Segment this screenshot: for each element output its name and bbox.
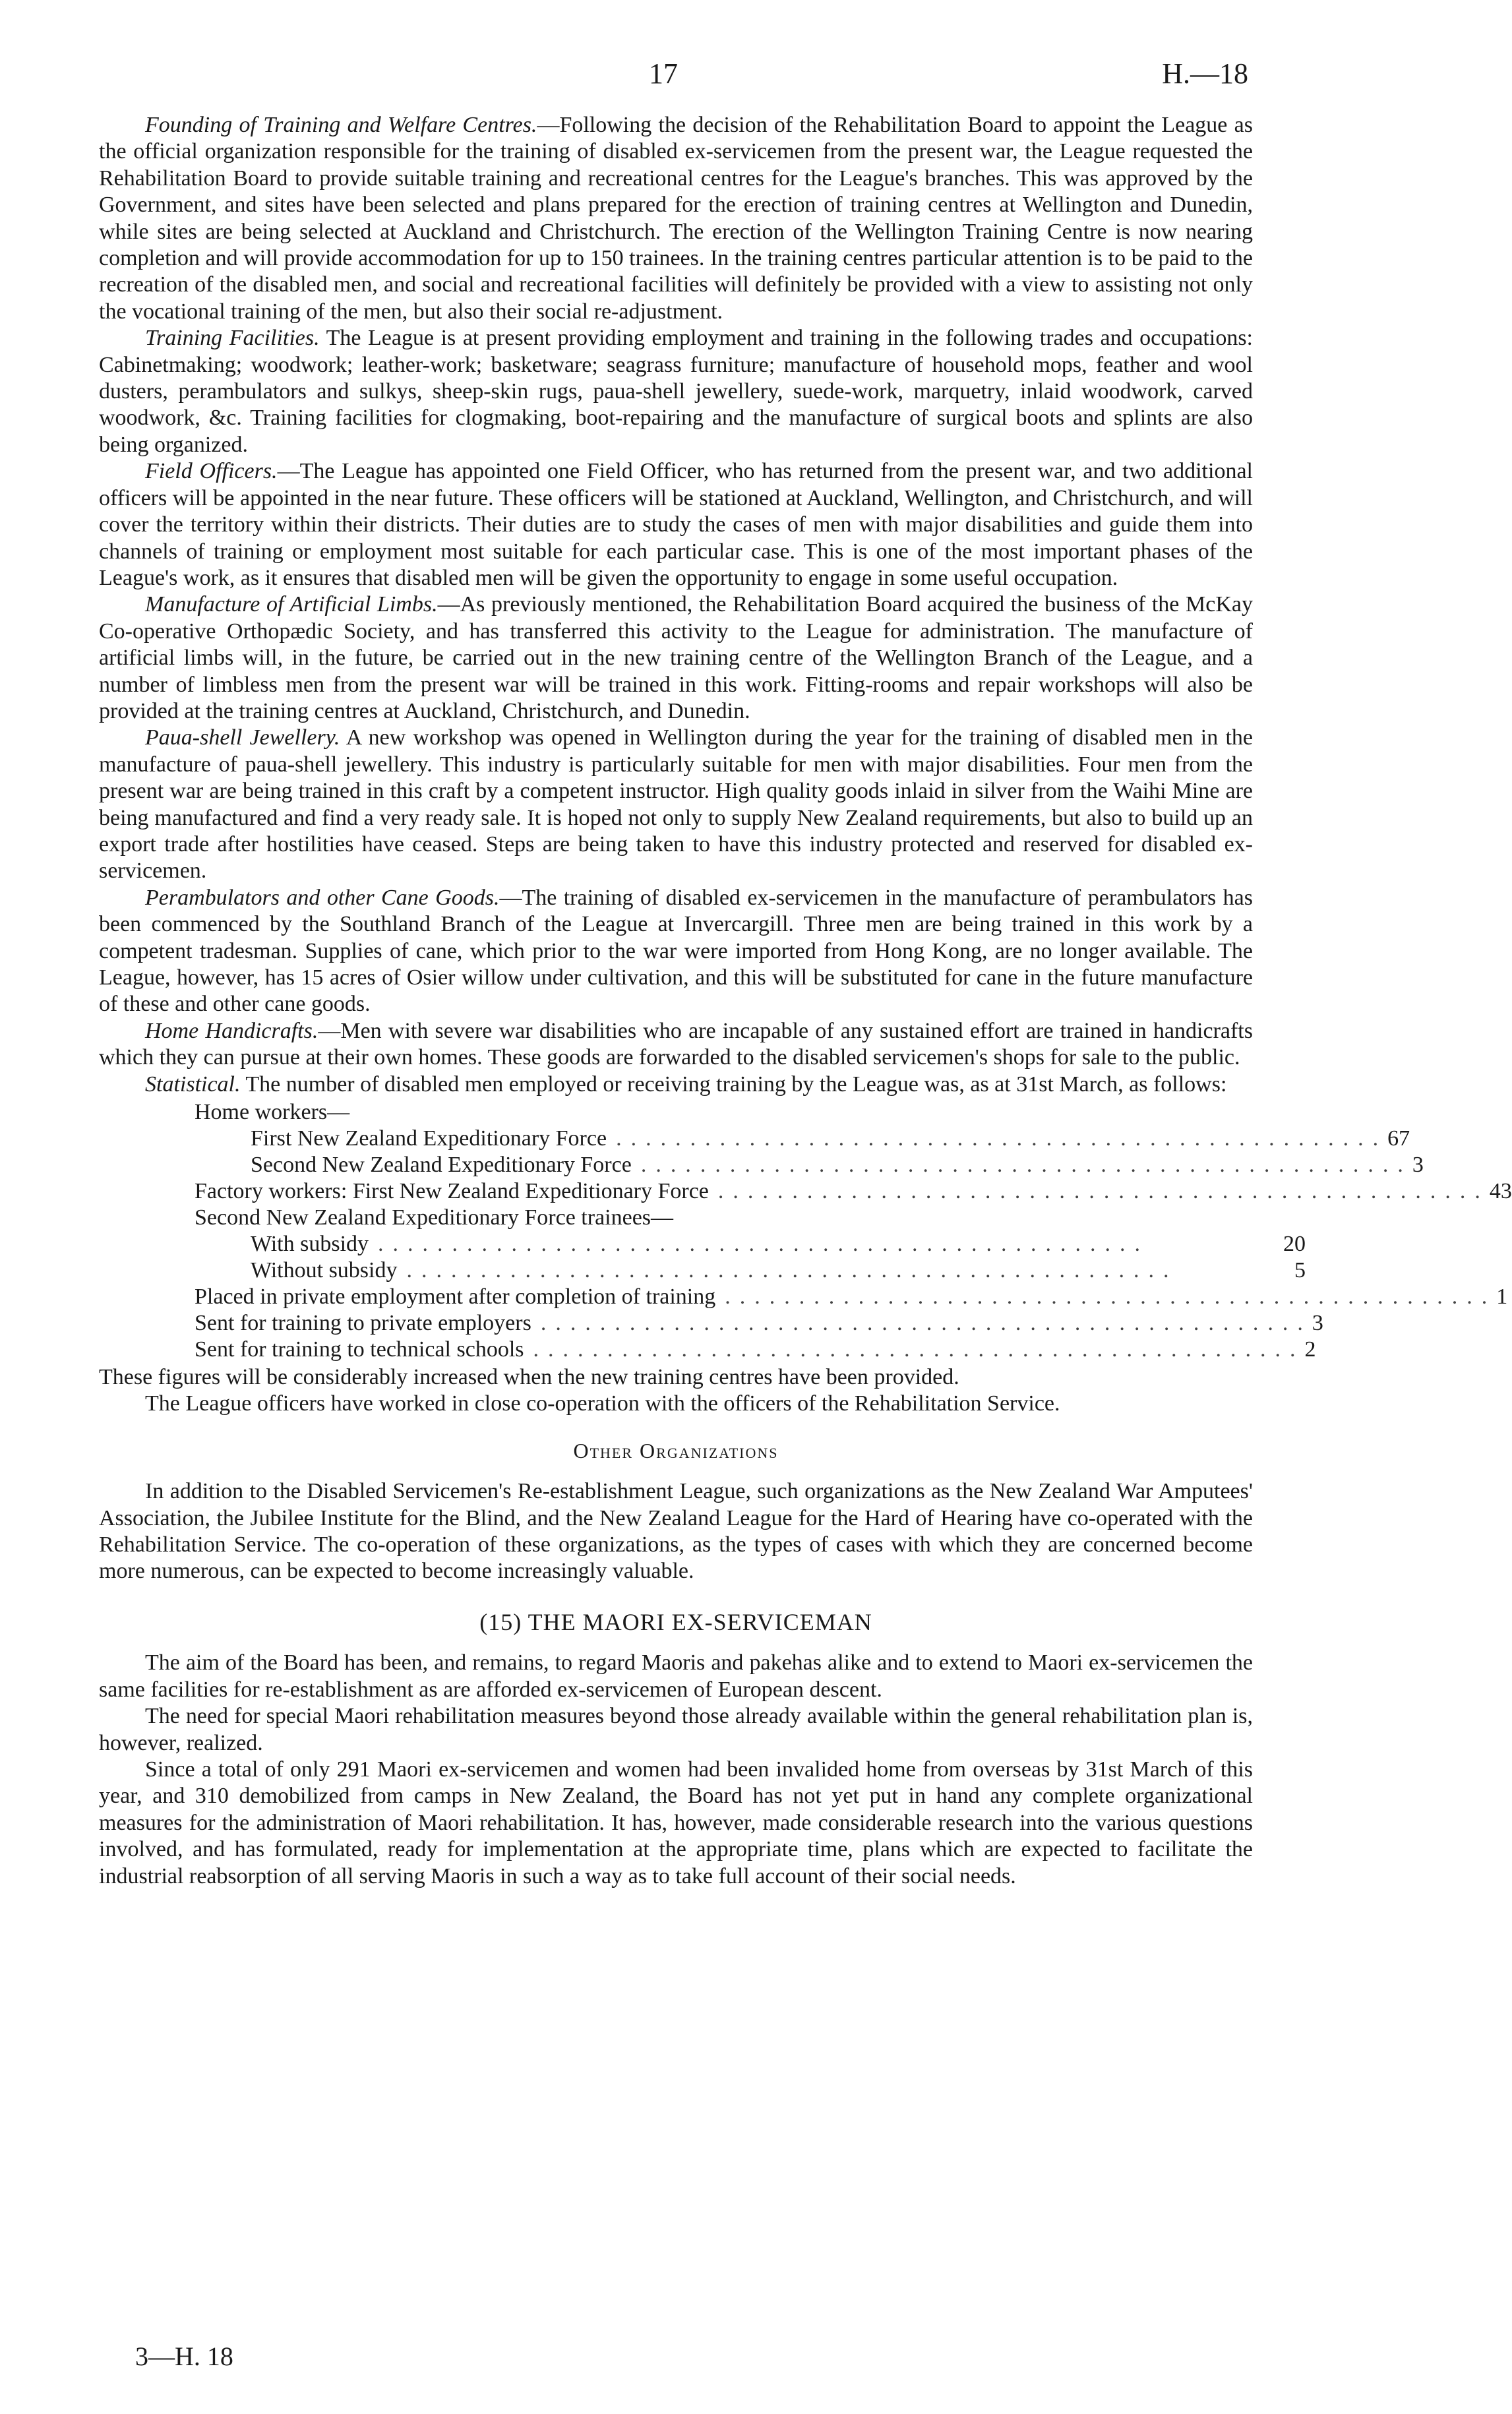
paragraph-heading: Training Facilities. <box>145 326 320 351</box>
paragraph-maori-aim: The aim of the Board has been, and remains, to regard Maoris and pakehas alike and to extend to Maori ex-servicemen the same facilities for re-establishment as are afforded ex-servicemen of European descent. <box>99 1650 1253 1702</box>
paragraph-other-organizations: In addition to the Disabled Servicemen's Re-establishment League, such organizations as the New Zealand War Amputees' Association, the Jubilee Institute for the Blind, and the New Zealand League for the Hard of Hearing have co-operated with the Rehabilitation Service. The co-operation of these organizations, as the types of cases with which they are concerned become more numerous, can be expected to become increasingly valuable. <box>99 1479 1253 1584</box>
paragraph-heading: Field Officers. <box>145 459 278 484</box>
paragraph-maori-need: The need for special Maori rehabilitation measures beyond those already available within the general rehabilitation plan is, however, realized. <box>99 1704 1253 1755</box>
page-number: 17 <box>649 57 678 90</box>
paragraph-text: The League is at present providing employment and training in the following trades and occupations: Cabinetmaking; woodwork; leather-work; basketware; seagrass furniture; manufacture of household mops, feather and wool dusters, perambulators and sulkys, sheep-skin rugs, paua-shell jewellery, suede-work, marquetry, inlaid woodwork, carved woodwork, &c. Training facilities for clogmaking, boot-repairing and the manufacture of surgical boots and splints are also being organized. <box>99 326 1253 457</box>
page-body <box>99 112 1512 1890</box>
paragraph-cooperation: The League officers have worked in close co-operation with the officers of the Rehabilitation Service. <box>145 1391 1060 1416</box>
paragraph-heading: Statistical. <box>145 1071 241 1097</box>
section-heading-other-organizations: Other Organizations <box>573 1438 779 1463</box>
paragraph-perambulators <box>99 885 1253 1018</box>
table-row: Home workers— <box>195 1100 350 1125</box>
paragraph-heading: Perambulators and other Cane Goods. <box>145 885 500 910</box>
table-row: Second New Zealand Expeditionary Force .................................................... 3 <box>251 1153 1424 1178</box>
paragraph-text: A new workshop was opened in Wellington during the year for the training of disabled men in the manufacture of paua-shell jewellery. This industry is particularly suitable for men with major disabilities. Four men from the present war are being trained in this craft by a competent instructor. High quality goods inlaid in silver from the Waihi Mine are being manufactured and find a very ready sale. It is hoped not only to supply New Zealand requirements, but also to build up an export trade after hostilities have ceased. Steps are being taken to have this industry protected and reserved for disabled ex-servicemen. <box>99 725 1253 884</box>
footer-signature: 3—H. 18 <box>135 2341 233 2371</box>
table-row: Second New Zealand Expeditionary Force trainees— <box>195 1205 674 1230</box>
table-row: Sent for training to private employers .................................................... 3 <box>195 1311 1323 1336</box>
paragraph-heading: Home Handicrafts. <box>145 1018 318 1043</box>
table-row: Without subsidy .................................................... 5 <box>251 1258 1306 1283</box>
paragraph-text: —The League has appointed one Field Officer, who has returned from the present war, and two additional officers will be appointed in the near future. These officers will be stationed at Auckland, Wellington, and Christchurch, and will cover the territory within their districts. Their duties are to study the cases of men with major disabilities and guide them into channels of training or employment most suitable for each particular case. This is one of the most important phases of the League's work, as it ensures that disabled men will be given the opportunity to engage in some useful occupation. <box>99 459 1253 590</box>
paragraph-text: —As previously mentioned, the Rehabilitation Board acquired the business of the McKay Co-operative Orthopædic Society, and has transferred this activity to the League for administration. The manufacture of artificial limbs will, in the future, be carried out in the new training centre of the Wellington Branch of the League, and a number of limbless men from the present war will be trained in this work. Fitting-rooms and repair workshops will also be provided at the training centres at Auckland, Christchurch, and Dunedin. <box>99 592 1254 723</box>
table-row: Factory workers: First New Zealand Expeditionary Force .................................................... 43 <box>195 1179 1512 1204</box>
paragraph-text: The number of disabled men employed or receiving training by the League was, as at 31st March, as follows: <box>240 1071 1227 1097</box>
paragraph-training-facilities <box>99 325 1253 458</box>
section-heading-maori: (15) THE MAORI EX-SERVICEMAN <box>479 1608 872 1635</box>
paragraph-artificial-limbs <box>99 591 1253 725</box>
table-row: Placed in private employment after completion of training .................................................... 1 <box>195 1284 1508 1310</box>
document-reference: H.—18 <box>1162 57 1248 90</box>
paragraph-heading: Manufacture of Artificial Limbs. <box>145 592 438 617</box>
paragraph-paua-shell <box>99 725 1253 884</box>
paragraph-figures-note: These figures will be considerably increased when the new training centres have been provided. <box>99 1365 959 1390</box>
paragraph-home-handicrafts <box>99 1018 1253 1071</box>
statistics-table <box>99 1099 1512 1363</box>
paragraph-heading: Paua-shell Jewellery. <box>145 725 340 750</box>
paragraph-training-centres <box>99 112 1253 325</box>
paragraph-heading: Founding of Training and Welfare Centres. <box>145 113 537 137</box>
paragraph-text: —Men with severe war disabilities who are incapable of any sustained effort are trained in handicrafts which they can pursue at their own homes. These goods are forwarded to the disabled servicemen's shops for sale to the public. <box>99 1018 1253 1070</box>
table-row: Sent for training to technical schools .................................................... 2 <box>195 1337 1316 1362</box>
paragraph-statistical <box>99 1071 1253 1098</box>
table-row: First New Zealand Expeditionary Force .................................................... 67 <box>251 1126 1410 1151</box>
table-row: With subsidy .................................................... 20 <box>251 1232 1306 1257</box>
paragraph-maori-total: Since a total of only 291 Maori ex-servicemen and women had been invalided home from overseas by 31st March of this year, and 310 demobilized from camps in New Zealand, the Board has not yet put in hand any complete organizational measures for the administration of Maori rehabilitation. It has, however, made considerable research into the various questions involved, and has formulated, ready for implementation at the appropriate time, plans which are expected to facilitate the industrial reabsorption of all serving Maoris in such a way as to take full account of their social needs. <box>99 1757 1253 1888</box>
paragraph-text: —Following the decision of the Rehabilitation Board to appoint the League as the official organization responsible for the training of disabled ex-servicemen from the present war, the League requested the Rehabilitation Board to provide suitable training and recreational centres for the League's branches. This was approved by the Government, and sites have been selected and plans prepared for the erection of training centres at Wellington and Dunedin, while sites are being selected at Auckland and Christchurch. The erection of the Wellington Training Centre is now nearing completion and will provide accommodation for up to 150 trainees. In the training centres particular attention is to be paid to the recreation of the disabled men, and social and recreational facilities will definitely be provided with a view to assisting not only the vocational training of the men, but also their social re-adjustment. <box>99 113 1253 324</box>
paragraph-field-officers <box>99 458 1253 591</box>
paragraph-text: —The training of disabled ex-servicemen in the manufacture of perambulators has been commenced by the Southland Branch of the League at Invercargill. Three men are being trained in this work by a competent tradesman. Supplies of cane, which prior to the war were imported from Hong Kong, are no longer available. The League, however, has 15 acres of Osier willow under cultivation, and this will be substituted for cane in the future manufacture of these and other cane goods. <box>99 885 1253 1017</box>
